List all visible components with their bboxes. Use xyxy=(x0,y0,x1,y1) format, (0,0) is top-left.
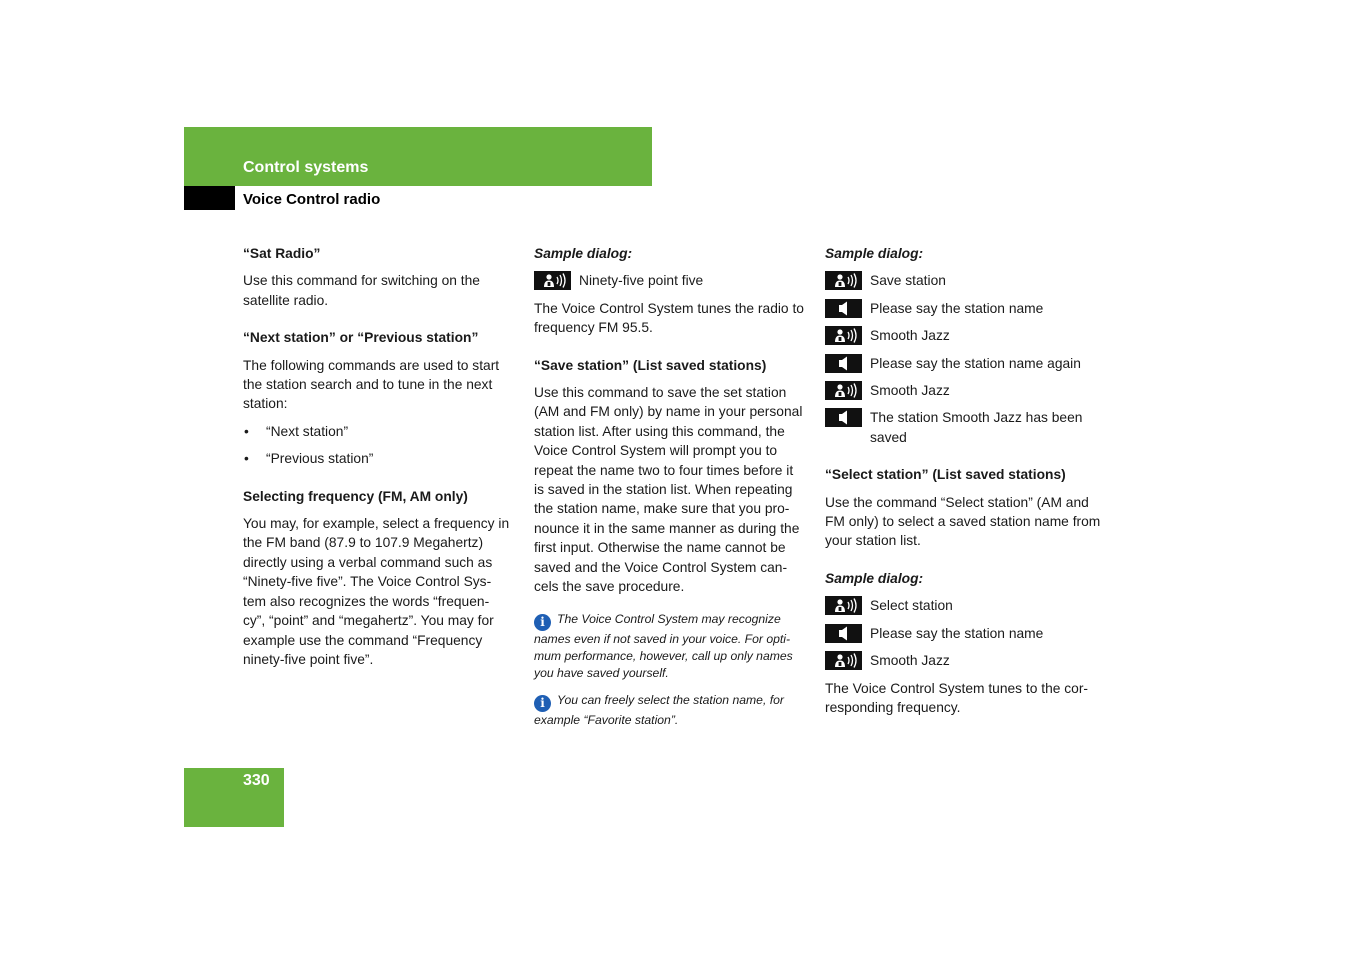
dialog-text: Smooth Jazz xyxy=(870,328,950,344)
note-text: The Voice Control System may recognize names even if not saved in your voice. For opti- mum performance, however, call up only names you have saved yourself. xyxy=(534,611,793,680)
dialog-text: Save station xyxy=(870,273,946,289)
select-station-heading: “Select station” (List saved stations) xyxy=(825,467,1066,483)
dialog-text: Smooth Jazz xyxy=(870,383,950,399)
command-list xyxy=(243,422,515,469)
dialog-text: Please say the station name xyxy=(870,625,1044,641)
select-tune-text: The Voice Control System tunes to the cor- responding frequency. xyxy=(825,680,1089,715)
info-icon: i xyxy=(534,614,551,631)
voice-command-icon xyxy=(825,651,862,670)
dialog-text: The station Smooth Jazz has been saved xyxy=(870,410,1083,445)
note-text: You can freely select the station name, for example “Favorite station”. xyxy=(534,693,784,728)
speaker-response-icon xyxy=(825,408,862,427)
dialog-text: Please say the station name again xyxy=(870,355,1081,371)
speaker-response-icon xyxy=(825,624,862,643)
header-band xyxy=(184,127,652,186)
section-title: Control systems xyxy=(243,159,369,176)
voice-command-icon xyxy=(534,271,571,290)
column-2 xyxy=(534,244,806,739)
dialog-text: Smooth Jazz xyxy=(870,653,950,669)
voice-command-icon xyxy=(825,271,862,290)
voice-command-icon xyxy=(825,596,862,615)
section-tab-marker xyxy=(184,186,235,210)
voice-command-icon xyxy=(825,326,862,345)
page-subtitle: Voice Control radio xyxy=(243,191,381,208)
save-station-text: Use this command to save the set station (AM and FM only) by name in your personal station list. After using this command, the Voice Control System will prompt you to repeat the name two to four times before it is saved in the station list. When repeating the station name, make sure that you pro- nounce it in the same manner as during the first input. Otherwise the name cannot be saved and the Voice Control System can- cels the save procedure. xyxy=(534,385,803,595)
sample-dialog-label: Sample dialog: xyxy=(825,246,924,261)
column-1 xyxy=(243,244,515,677)
note-2 xyxy=(534,692,806,729)
page-number: 330 xyxy=(243,772,270,789)
note-1 xyxy=(534,611,806,683)
next-station-text: The following commands are used to start the station search and to tune in the next station: xyxy=(243,357,500,412)
next-station-heading: “Next station” or “Previous station” xyxy=(243,330,479,346)
save-station-heading: “Save station” (List saved stations) xyxy=(534,357,767,373)
column-3 xyxy=(825,244,1103,725)
sample-dialog-label: Sample dialog: xyxy=(825,570,924,586)
sat-radio-heading: “Sat Radio” xyxy=(243,246,321,261)
info-icon: i xyxy=(534,695,551,712)
select-station-text: Use the command “Select station” (AM and FM only) to select a saved station name from your station list. xyxy=(825,494,1101,549)
sat-radio-text: Use this command for switching on the satellite radio. xyxy=(243,273,480,308)
frequency-heading: Selecting frequency (FM, AM only) xyxy=(243,488,468,504)
dialog-line xyxy=(534,271,806,290)
list-item: • “Previous station” xyxy=(243,449,515,468)
tune-text: The Voice Control System tunes the radio to frequency FM 95.5. xyxy=(534,300,804,336)
dialog-text: Please say the station name xyxy=(870,300,1044,316)
voice-command-icon xyxy=(825,381,862,400)
dialog-text: Ninety-five point five xyxy=(579,273,704,289)
speaker-response-icon xyxy=(825,354,862,373)
frequency-text: You may, for example, select a frequency in the FM band (87.9 to 107.9 Megahertz) directly using a verbal command such as “Ninety-five five”. The Voice Control Sys- tem also recognizes the words “frequen- cy”, “point” and “megahertz”. You may for example use the command “Frequency ninety-five point five”. xyxy=(243,516,510,667)
list-item: • “Next station” xyxy=(243,422,515,441)
dialog-text: Select station xyxy=(870,598,953,614)
speaker-response-icon xyxy=(825,299,862,318)
sample-dialog-label: Sample dialog: xyxy=(534,246,633,261)
